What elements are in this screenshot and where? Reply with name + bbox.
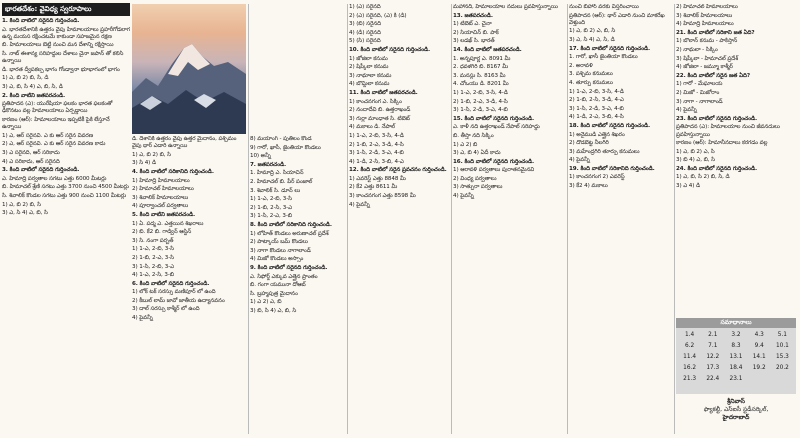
question-line: 1) అనైముడి ఎత్తైన శిఖరం [569,131,625,138]
question-line: 1) ఎ, బి 2) బి, సి [2,201,41,208]
answer-key-cell: 21.3 [683,376,697,382]
question-stem: 4. కింది వాటిలో సరికానిది గుర్తించండి. [132,168,214,175]
question-stem: 12. కింది వాటిలో సరైన ప్రవచనం గుర్తించండి. [349,167,447,174]
question-line: 3) బి 4) ఎ, బి, సి [676,157,715,164]
question-line: 3) సి. నంగా పర్బత్ [132,237,174,244]
question-line: 3) ఎ, బి 4) ఏదీ కాదు [453,150,501,157]
question-line: 1) లోక్ టక్ సరస్సు మణిపూర్ లో ఉంది [132,289,216,296]
question-line: 3. పశ్చిమ కనుమలు [569,71,613,78]
question-line: 2) 1-బి, 2-ఎ, 3-డి, 4-సి [453,98,508,105]
question-line: 3) దాల్ సరస్సు కాశ్మీర్ లో ఉంది [132,306,200,313]
question-line: 3) శివాలిక్ హిమాలయాలు [676,12,733,19]
question-line: 4) బొమ్డిలా కనుమ [349,81,390,88]
question-line: ప్రతిపాదన (ఆర్): థార్ ఎడారి నుంచి మాకరేఖ వెళ్తుంది [569,12,665,26]
question-line: 3. మనస్లు సి. 8163 మీ [453,72,506,79]
mountain-photo [132,4,246,134]
question-stem: 21. కింది వాటిలో సరికాని జత ఏది? [676,29,755,36]
question-stem: 17. కింది వాటిలో సరైనది గుర్తించండి. [569,45,651,52]
question-line: బి. హిమాచల్ శ్రేణి సగటు ఎత్తు 3700 నుంచి 4500 మీటర్లు [2,184,129,191]
question-line: 2) నాథులా - సిక్కిం [676,46,718,53]
question-line: 4) 1-ఎ, 2-సి, 3-బి [132,272,174,279]
answer-key-cell: 22.4 [706,376,720,382]
answer-key-cell: 2.1 [708,332,718,338]
question-line: సి. నాట్ ఈశాన్య సరిహద్దుల దేశాలు చైనా జపాన్ తో కలిసి ఉన్నాయి [2,50,124,65]
question-line: బి. హిమాలయాలు బెట్టి నుంచి మన దేశాన్ని రక్షిస్తాయి [2,42,114,49]
question-line: ఎ. సిఫోర్డ్ ఎక్కువ ఎత్తైన ప్రాంతం [250,273,318,280]
question-stem: 9. కింది వాటిలో సరైనది గుర్తించండి. [250,264,328,271]
question-line: 1) 1-ఎ, 2-బి, 3-సి, 4-డి [453,89,508,96]
author-name: శ్రీనివాస్ [727,398,745,405]
question-line: 1) 1-ఎ, 2-బి, 3-సి [132,246,174,253]
question-stem: 14. కింది వాటిలో జతపరచండి. [453,46,522,53]
question-line: ప్రతిపాదన (ఎ): హిమాలయాల నుంచి జీవనదులు ప్రవహిస్తున్నాయి [676,124,780,138]
question-line: 1) ఆరావళి పర్వతాలు పురాతనమైనవి [453,167,535,174]
question-stem: 5. కింది వాటిని జతపరచండి. [132,211,196,218]
question-line: 2) హిమాచల్ హిమాలయాలు [676,4,738,10]
question-line: 3) మహేంద్రగిరి తూర్పు కనుమలు [569,148,640,155]
question-line: 1) 1-ఎ, 2-బి, 3-సి, 4-డి [349,132,404,139]
question-line: 3) కే2 4) మకాలు [569,183,608,190]
answer-key-title: సమాధానాలు [676,318,796,328]
answer-key-cell: 8.3 [731,343,741,349]
column-1 [2,18,130,434]
question-line: మహానదీ, హిమాలయాల నదులు ప్రవహిస్తున్నాయి [453,4,558,10]
question-line: 1. హిమాద్రి ఎ. సియాచిన్ [250,170,304,177]
answer-key-cell: 23.1 [729,376,743,382]
column-3 [250,136,346,434]
question-line: కారణం (ఆర్): హిమానీనదాలు కరగడం వల్ల [676,140,768,147]
question-line: 3) బి, సి 4) ఎ, బి, సి [250,307,297,314]
question-line: 3) ఎ, సి 4) ఎ, సి, డి [569,36,615,43]
question-line: 1) ఎ, బి 2) బి, సి [132,151,171,158]
question-stem: 23. కింది వాటిలో సరైనది గుర్తించండి. [676,115,758,122]
question-line: 1) గారో - మేఘాలయ [676,81,723,88]
question-line: సి. శివాలిక్ కొండల సగటు ఎత్తు 900 నుంచి 1100 మీటర్లు [2,192,127,199]
question-stem: 10. కింది వాటిలో సరైనది గుర్తించండి. [349,46,431,53]
answer-key-cell: 17.3 [706,365,720,371]
question-stem: 2. కింది వాటిని జతపరచండి. [2,92,66,99]
section-header: భారతదేశం: వైవిధ్య స్వరూపాలు [2,3,130,16]
question-line: 1) హిమాద్రి హిమాలయాలు [132,177,190,184]
question-line: 3. శివాలిక్ సి. డూన్ లు [250,187,301,194]
question-line: 2) హిమాచల్ హిమాలయాలు [132,186,194,193]
question-line: 1) 1-ఎ, 2-బి, 3-సి [250,196,292,203]
column-5 [453,4,565,434]
question-line: 3) లడఖ్ సి. భారత్ [453,38,495,45]
question-line: 1) ఎ, బి 2) బి, సి, డి [2,75,49,82]
question-line: 3) 1-సి, 2-డి, 3-ఎ, 4-బి [569,105,624,112]
question-line: 4) 1-డి, 2-సి, 3-బి, 4-ఎ [349,158,404,165]
question-line: 3) కాంచనగంగ ఎత్తు 8598 మీ [349,193,416,200]
question-line: 1) టిబెట్ ఎ. చైనా [453,21,492,28]
question-line: 1. గారో, ఖాసీ జైంతియా కొండలు [569,54,638,61]
question-line: 3) నాథూలా కనుమ [349,72,392,79]
question-line: 1) బొలాన్ కనుమ - పాకిస్తాన్ [676,38,738,45]
question-stem: 19. కింది వాటిలో సరికానిది గుర్తించండి. [569,165,655,172]
answer-key-cell: 6.2 [684,343,695,349]
question-line: 4) పైవన్నీ [676,107,697,114]
question-stem: 1. కింది వాటిలో సరైనది గుర్తించండి. [2,18,80,24]
question-line: 4) జోజిలా - జమ్మూ కాశ్మీర్ [676,64,733,71]
question-stem: 15. కింది వాటిలో సరైనది గుర్తించండి. [453,115,535,122]
question-line: 3) గుర్లా మాంధాత సి. టిబెట్ [349,115,410,122]
question-line: 2) షిప్కీలా కనుమ [349,64,389,71]
question-line: 2) 1-బి, 2-సి, 3-ఎ [250,204,292,211]
himalaya-peaks-image [132,4,246,134]
question-line: 4) 1-డి, 2-ఎ, 3-బి, 4-సి [569,114,624,121]
question-line: 3) నాగా - నాగాలాండ్ [676,98,723,105]
question-line: డి. దేశానికి ఉత్తరం వైపు ఉత్తర మైదానం, పశ్చిమం వైపు థార్ ఎడారి ఉన్నాయి [132,136,237,150]
question-line: 1) లోహిత్ కొండలు అరుణాచల్ ప్రదేశ్ [250,230,329,237]
question-line: సి. బ్రహ్మపుత్ర మైదానం [250,290,298,297]
question-line: 4. తూర్పు కనుమలు [569,79,613,86]
question-line: ఎ. కాళీ నది ఉత్తరాఖండ్ నేపాల్ సరిహద్దు [453,124,540,131]
question-line: 4) పైవన్నీ [453,193,474,200]
question-stem: 6. కింది వాటిలో సరైనది గుర్తించండి. [132,280,210,287]
answer-key-grid [676,328,796,387]
question-line: 1) ఏ. పద్మ ఎ. ఎత్తయిన శిఖరాలు [132,220,204,227]
question-line: 3) సాత్పురా పర్వతాలు [453,184,503,191]
question-line: 1) ఎ 2) బి [453,141,478,148]
answer-key-cell: 16.2 [683,365,697,371]
question-line: 2. హిమాచల్ బి. పీర్ పంజాల్ [250,178,313,185]
answer-key-cell: 9.4 [754,343,764,349]
question-line: 2) సియాచిన్ బి. పాక్ [453,29,499,36]
question-line: డి. భారత ద్వీపకల్ప భాగం గోండ్వానా భూభాగంలో భాగం [2,66,120,73]
question-line: 3) 1-సి, 2-బి, 3-ఎ [132,263,174,270]
question-line: 4) మిజో కొండలు అస్సాం [250,256,304,263]
question-line: ఎ. హిమాద్రి పర్వతాల సగటు ఎత్తు 6000 మీటర్లు [2,175,107,182]
question-line: 1) ఎ 2) ఎ, బి [250,299,282,306]
author-role: ఫ్యాకల్టీ, ఎస్ఐసీ స్టడీసర్కిల్, [703,406,769,413]
answer-key-cell [771,374,794,385]
question-line: 3) ఎ సరైనది, ఆర్ సరికాదు [2,149,60,156]
answer-key-cell: 11.4 [683,354,697,360]
answer-key-cell: 19.2 [752,365,766,371]
question-line: 4. చోఒయు డి. 8201 మీ [453,81,509,88]
question-line: 1) కాంచనగంగ 2) ఎవరెస్ట్ [569,174,625,181]
question-line: 4) మకాలు డి. నేపాల్ [349,124,396,131]
answer-key-cell: 12.2 [706,354,720,360]
question-line: 4) హిమాద్రి హిమాలయాలు [676,21,734,28]
question-line: 2) 1-బి, 2-ఎ, 3-డి, 4-సి [349,141,404,148]
question-line: బి. గంగా యమునా దోఆబ్ [250,282,306,289]
question-line: 4) పైవన్నీ [569,157,590,164]
question-line: 2) మిజో - మిజోరాం [676,89,720,96]
question-line: 1) ఎ, బి 2) ఎ, బి, సి [569,28,616,35]
question-stem: 8. కింది వాటిలో సరికానిది గుర్తించండి. [250,221,332,228]
question-stem: 22. కింది వాటిలో సరైన జత ఏది? [676,72,750,79]
question-line: 4) పూర్వాంచల్ పర్వతాలు [132,203,189,210]
author-city: హైదరాబాద్ [722,414,750,421]
answer-key-cell: 4.3 [754,332,764,338]
question-line: ప్రతిపాదన (ఎ): యురేషియా ఫలకం భారత ఫలకంతో ఢీకొనటం వల్ల హిమాలయాలు ఏర్పడ్డాయి [2,101,113,115]
question-line: 2) వింధ్య పర్వతాలు [453,175,497,182]
question-line: 1) జోజిలా కనుమ [349,55,388,62]
answer-key [676,318,796,394]
question-line: 3) ఎ, సి 4) ఎ, బి, సి [2,210,48,217]
question-stem: 11. కింది వాటిలో జతపరచండి. [349,89,418,96]
question-line: 3) 1-సి, 2-ఎ, 3-బి [250,213,292,220]
answer-key-cell: 10.1 [775,343,789,349]
question-line: 2) 1-బి, 2-సి, 3-డి, 4-ఎ [569,97,624,104]
question-line: 4) ఎ సరికాదు, ఆర్ సరైనది [2,158,60,165]
question-line: 1) ఎ, ఆర్ సరైనవి. ఎ కు ఆర్ సరైన వివరణ [2,132,94,139]
question-line: 1) 1-ఎ, 2-బి, 3-సి, 4-డి [569,88,624,95]
answer-key-cell: 18.4 [729,365,743,371]
column-4 [349,4,449,434]
question-line: 3) ఎ, బి, సి 4) ఎ, బి, సి, డి [2,83,63,90]
question-line: కారణం (ఆర్): హిమాలయాలు ఇప్పటికీ పైకి లేస్తూనే ఉన్నాయి [2,116,110,131]
question-line: 2) దొడబెట్ట నీలగిరి [569,140,609,147]
question-line: 1) ఎవరెస్ట్ ఎత్తు 8848 మీ [349,175,406,182]
question-line: 3) 1-సి, 2-డి, 3-ఎ, 4-బి [349,150,404,157]
answer-key-cell: 1.4 [684,332,695,338]
answer-key-cell: 15.3 [775,354,789,360]
author-signature [676,398,796,422]
column-2 [132,136,246,434]
question-stem: 18. కింది వాటిలో సరైనది గుర్తించండి. [569,122,651,129]
question-stem: 13. జతపరచండి. [453,12,493,19]
question-line: 3) ఎ 4) డి [676,183,701,190]
answer-key-cell: 13.1 [729,354,743,360]
question-line: 1) ఎ, బి, సి 2) బి, సి, డి [676,174,730,181]
question-line: 2) 1-బి, 2-ఎ, 3-సి [132,254,174,261]
question-line: 9) గారో, ఖాసీ, జైంతియా కొండలు [250,144,321,151]
answer-key-cell [748,374,771,385]
column-6 [569,4,673,434]
question-line: 3) షిప్కీలా - హిమాచల్ ప్రదేశ్ [676,55,739,62]
question-line: 8) మయాంగ్ - పుతిలం కొండ [250,136,312,142]
question-line: 1) (ఎ) సరైనది [349,4,381,10]
answer-key-cell: 5.1 [777,332,788,338]
question-stem: 7. జతపరచండి. [250,161,287,168]
question-stem: 3. కింది వాటిలో సరైనది గుర్తించండి. [2,167,80,174]
answer-key-cell: 14.1 [752,354,766,360]
question-line: నుంచి బీహార్ వరకు విస్తరించాయి [569,4,639,10]
question-stem: 16. కింది వాటిలో సరైనది గుర్తించండి. [453,158,535,165]
answer-key-cell: 20.2 [775,365,789,371]
question-line: 3) సి 4) డి [132,160,156,167]
question-line: 2. అరావళి [569,62,593,69]
answer-key-cell: 7.1 [708,343,718,349]
question-stem: 24. కింది వాటిలో సరైనది గుర్తించండి. [676,165,758,172]
question-line: 2) కీబుల్ లామ్ జావో జాతీయ ఉద్యానవనం [132,297,225,304]
column-7 [676,4,798,314]
question-line: 2. ధవళగిరి బి. 8167 మీ [453,64,509,71]
question-line: 2) పాట్కాయ్ బమ్ కొండలు [250,239,308,246]
question-line: 2) కే2 ఎత్తు 8611 మీ [349,184,398,191]
question-line: 2) ఎ, ఆర్ సరైనవి. ఎ కు ఆర్ సరైన వివరణ కాదు [2,141,106,148]
question-line: 10) అన్నీ [250,153,271,160]
question-line: 3) (బి) సరైనది [349,21,381,28]
question-line: 1) కాంచనగంగ ఎ. సిక్కిం [349,98,402,105]
question-line: 3) శివాలిక్ హిమాలయాలు [132,194,189,201]
question-line: ఎ. భారతదేశానికి ఉత్తరం వైపు హిమాలయాలు ప్రహరీగోడలాగ ఉన్న మయస రక్షించటమే కాకుండా సహజమైన రక్షణ [2,26,130,40]
question-line: 4) (డి) సరైనది [349,29,381,36]
question-line: 3) నాగా కొండలు నాగాలాండ్ [250,247,311,254]
question-line: 1) ఎ, బి 2) ఎ, సి [676,148,715,155]
question-line: 1. అన్నపూర్ణ ఎ. 8091 మీ [453,55,511,62]
question-line: 4) పైవన్నీ [349,201,370,208]
question-line: 2) బి. కే2 బి. గాడ్విన్ ఆస్టిన్ [132,229,192,236]
question-line: 2) నందాదేవి బి. ఉత్తరాఖండ్ [349,107,411,114]
question-line: 3) 1-సి, 2-డి, 3-ఎ, 4-బి [453,107,508,114]
answer-key-cell: 3.2 [731,332,741,338]
question-line: 4) పైవన్నీ [132,315,153,322]
question-line: 5) (సి) సరైనది [349,38,381,45]
question-line: బి. తీస్తా నది సిక్కిం [453,132,494,139]
question-line: 2) (ఎ) సరైనది, (ఎ) కి (డి) [349,12,407,19]
